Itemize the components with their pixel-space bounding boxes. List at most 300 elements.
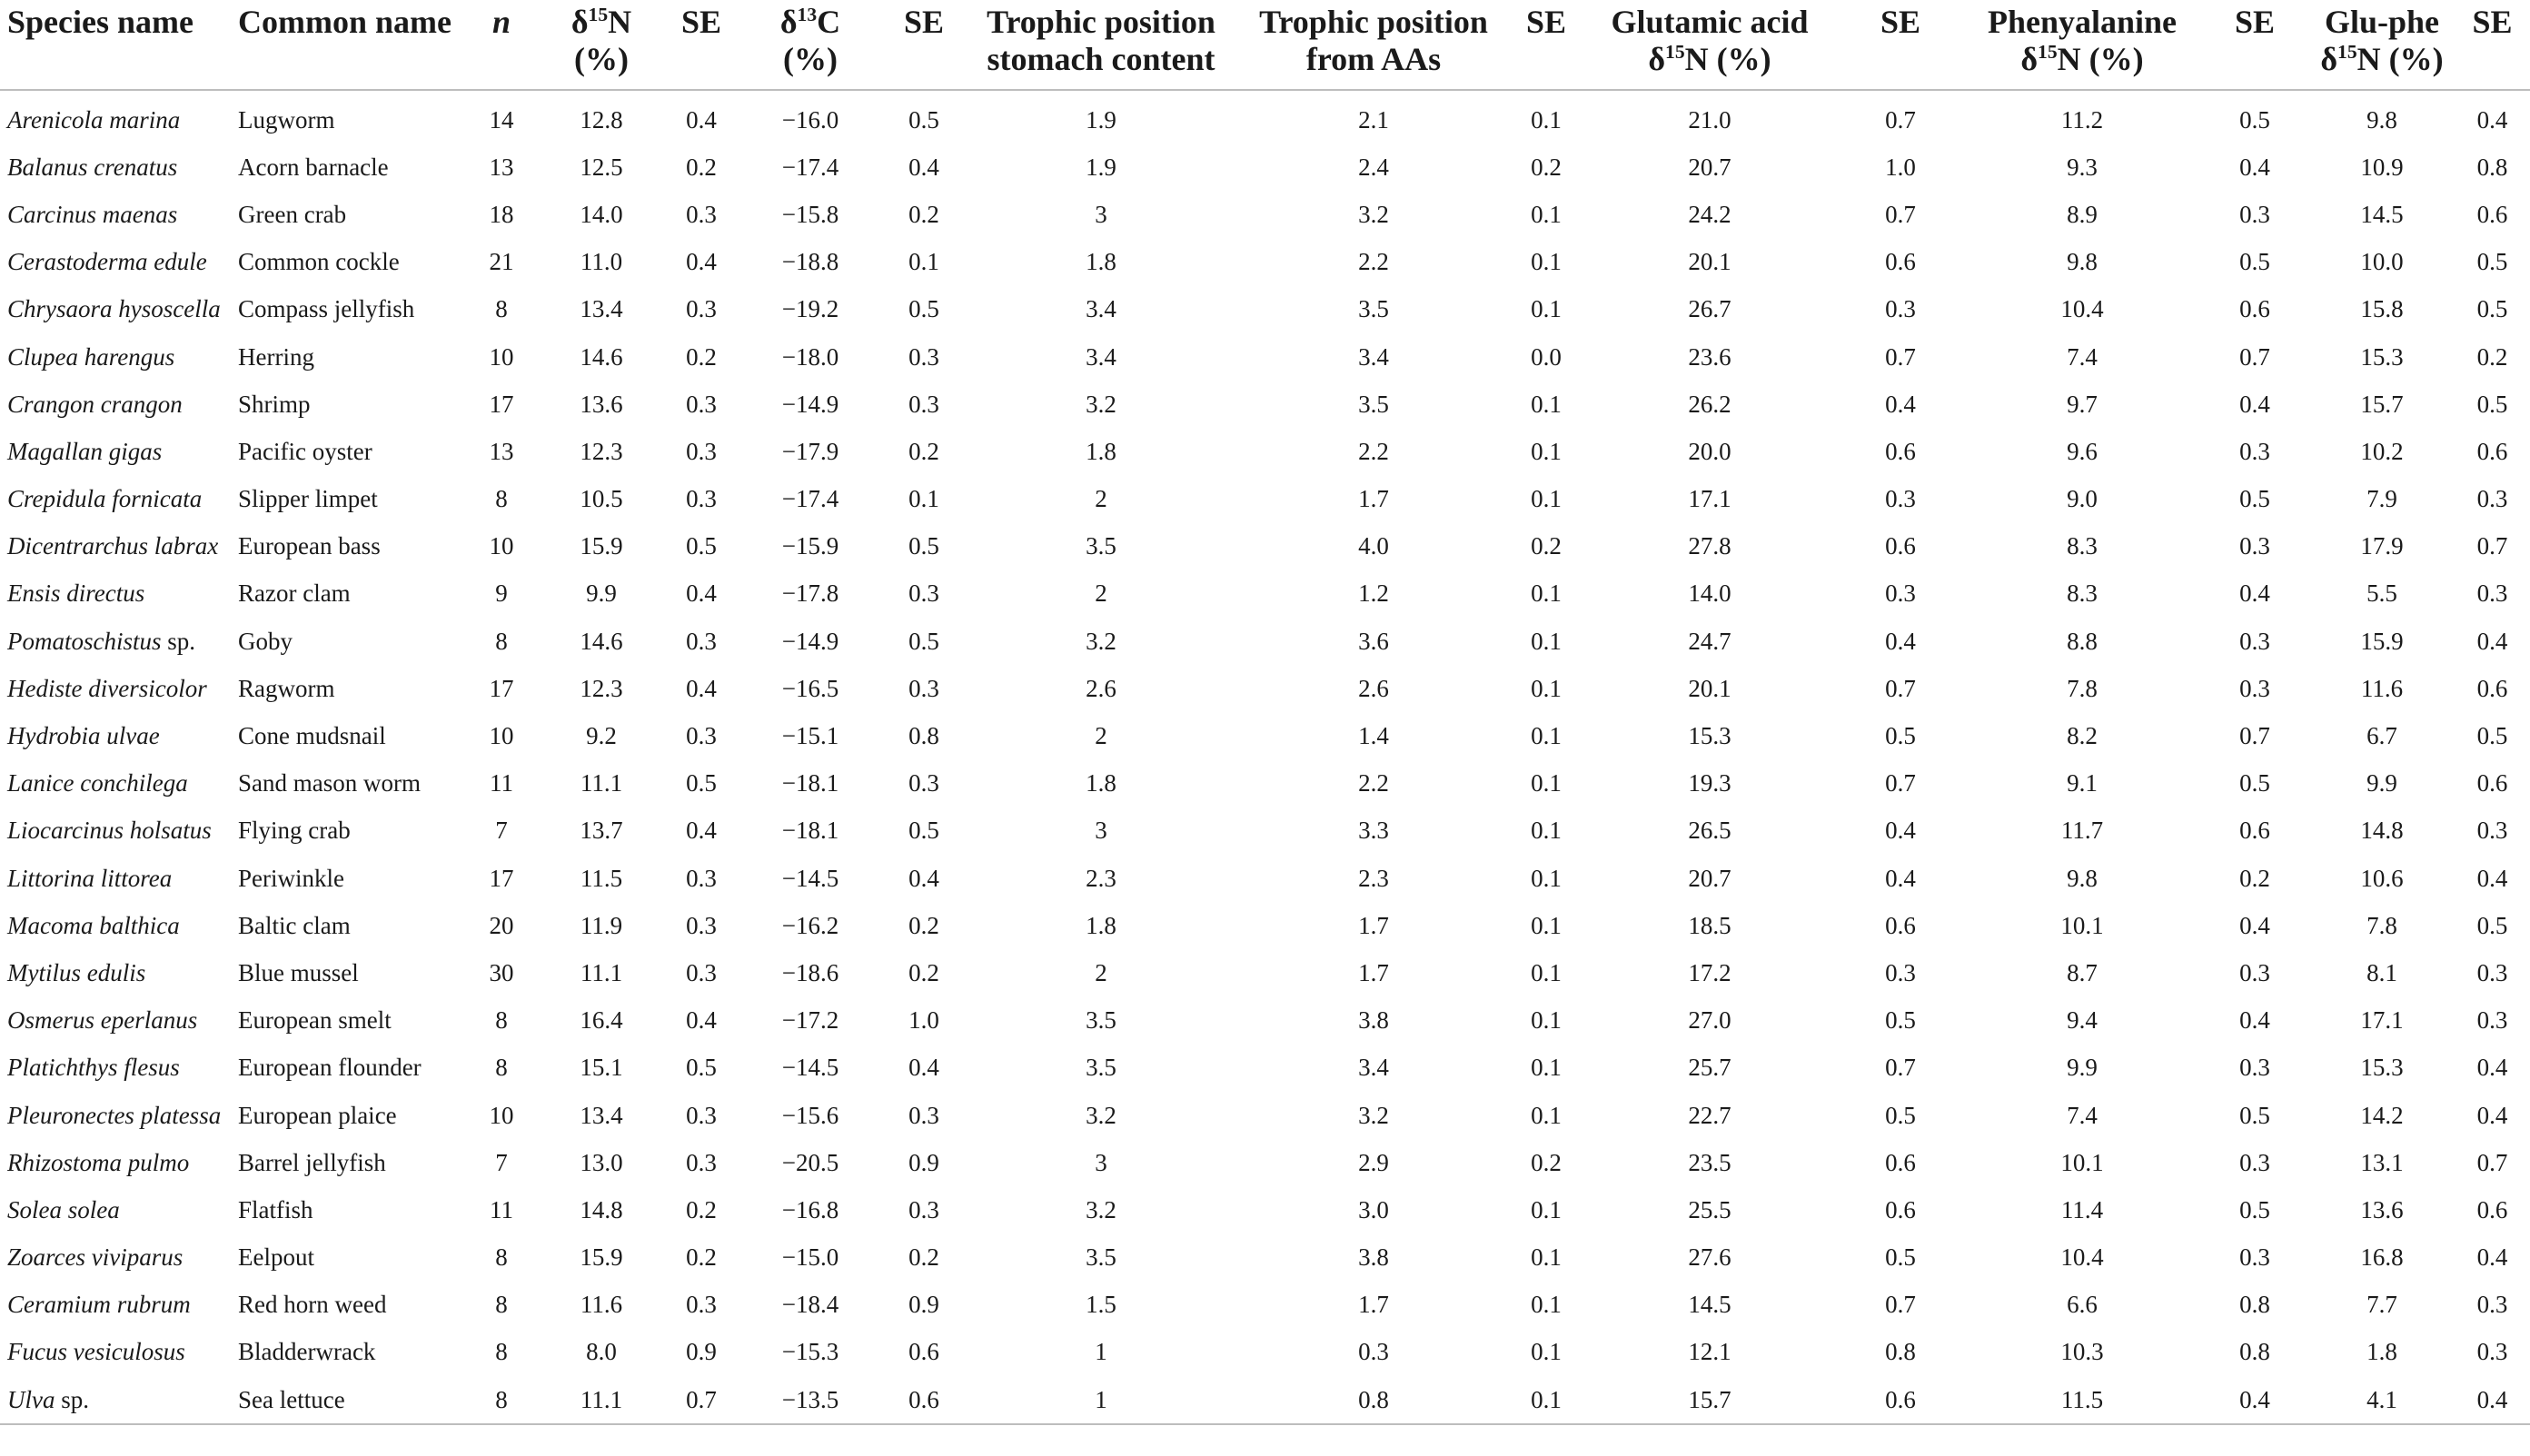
n-cell: 10 bbox=[489, 532, 514, 560]
trophic-aa-cell: 2.2 bbox=[1358, 769, 1389, 797]
se-d15n-cell: 0.4 bbox=[686, 105, 717, 134]
species-name: Mytilus edulis bbox=[7, 958, 146, 986]
trophic-aa-cell: 2.2 bbox=[1358, 437, 1389, 465]
trophic-stomach-cell: 1.8 bbox=[1086, 769, 1116, 797]
d13c-cell: −20.5 bbox=[781, 1148, 839, 1176]
se-d15n-cell: 0.9 bbox=[686, 1338, 717, 1366]
species-name-cell bbox=[0, 712, 238, 759]
species-name-cell bbox=[0, 1376, 238, 1424]
n-cell: 11 bbox=[490, 1195, 513, 1223]
se-glu-cell: 0.4 bbox=[1885, 864, 1916, 892]
header-se-d15n: SE bbox=[665, 0, 738, 90]
se-d13c-cell: 1.0 bbox=[908, 1006, 939, 1035]
common-name-cell: Razor clam bbox=[238, 579, 351, 608]
se-phe-cell: 0.3 bbox=[2239, 532, 2270, 560]
se-d15n-cell: 0.3 bbox=[686, 485, 717, 513]
phenyalanine-cell: 8.9 bbox=[2067, 200, 2098, 228]
se-d13c-cell: 0.3 bbox=[908, 1101, 939, 1129]
d13c-cell: −14.5 bbox=[781, 864, 839, 892]
se-gluphe-cell: 0.3 bbox=[2476, 579, 2508, 608]
n-cell: 17 bbox=[489, 864, 514, 892]
d15n-cell: 8.0 bbox=[586, 1338, 617, 1366]
phenyalanine-cell: 8.8 bbox=[2067, 627, 2098, 655]
se-glu-cell: 0.4 bbox=[1885, 390, 1916, 418]
table-row bbox=[0, 665, 2530, 712]
trophic-aa-cell: 3.0 bbox=[1358, 1195, 1389, 1223]
common-name-cell: Acorn barnacle bbox=[238, 153, 389, 181]
phenyalanine-cell: 11.2 bbox=[2060, 105, 2104, 134]
glutamic-acid-cell: 23.6 bbox=[1688, 342, 1731, 371]
se-gluphe-cell: 0.4 bbox=[2455, 1376, 2530, 1424]
common-name-cell: Bladderwrack bbox=[238, 1338, 376, 1366]
se-phe-cell: 0.4 bbox=[2239, 579, 2270, 608]
se-phe-cell: 0.4 bbox=[2239, 911, 2270, 939]
n-cell: 17 bbox=[489, 390, 514, 418]
header-species-name: Species name bbox=[0, 0, 238, 90]
se-trophic-cell: 0.1 bbox=[1531, 437, 1562, 465]
se-trophic-cell: 0.1 bbox=[1531, 627, 1562, 655]
d13c-cell: −14.9 bbox=[781, 627, 839, 655]
se-trophic-cell: 0.1 bbox=[1531, 864, 1562, 892]
d15n-cell: 9.9 bbox=[586, 579, 617, 608]
n-cell: 8 bbox=[495, 1338, 508, 1366]
glu-phe-cell: 10.0 bbox=[2360, 248, 2404, 276]
common-name-cell: Common cockle bbox=[238, 248, 400, 276]
phenyalanine-cell: 9.3 bbox=[2067, 153, 2098, 181]
d13c-cell: −15.9 bbox=[781, 532, 839, 560]
table-row bbox=[0, 333, 2530, 381]
table-row bbox=[0, 523, 2530, 570]
common-name-cell: Goby bbox=[238, 627, 293, 655]
glutamic-acid-cell: 21.0 bbox=[1688, 105, 1731, 134]
species-name: Clupea harengus bbox=[7, 342, 175, 371]
d13c-cell: −17.4 bbox=[781, 153, 839, 181]
species-name-cell bbox=[0, 144, 238, 191]
common-name-cell: Sea lettuce bbox=[238, 1376, 465, 1424]
table-row bbox=[0, 90, 2530, 144]
species-name-cell bbox=[0, 1139, 238, 1186]
table-row bbox=[0, 570, 2530, 618]
species-name-cell bbox=[0, 90, 238, 144]
se-phe-cell: 0.3 bbox=[2239, 200, 2270, 228]
glutamic-acid-cell: 15.3 bbox=[1688, 722, 1731, 750]
se-d13c-cell: 0.5 bbox=[908, 627, 939, 655]
d13c-cell: −15.6 bbox=[781, 1101, 839, 1129]
d15n-cell: 14.0 bbox=[580, 200, 623, 228]
table-row bbox=[0, 191, 2530, 238]
phenyalanine-cell: 10.4 bbox=[2060, 295, 2104, 323]
se-d15n-cell: 0.3 bbox=[686, 1101, 717, 1129]
glu-phe-cell: 14.2 bbox=[2360, 1101, 2404, 1129]
d13c-cell: −18.0 bbox=[781, 342, 839, 371]
species-name-cell bbox=[0, 428, 238, 475]
se-gluphe-cell: 0.4 bbox=[2476, 105, 2508, 134]
d13c-cell: −17.4 bbox=[781, 485, 839, 513]
trophic-stomach-cell: 3.5 bbox=[1086, 1006, 1116, 1035]
phenyalanine-cell: 9.7 bbox=[2067, 390, 2098, 418]
species-name: Crangon crangon bbox=[7, 390, 183, 418]
table-row bbox=[0, 381, 2530, 428]
se-d15n-cell: 0.3 bbox=[686, 200, 717, 228]
glutamic-acid-cell: 27.8 bbox=[1688, 532, 1731, 560]
se-d15n-cell: 0.2 bbox=[686, 153, 717, 181]
species-name: Osmerus eperlanus bbox=[7, 1006, 198, 1035]
common-name-cell: Sand mason worm bbox=[238, 769, 421, 797]
trophic-stomach-cell: 1.8 bbox=[1086, 911, 1116, 939]
glutamic-acid-cell: 27.6 bbox=[1688, 1243, 1731, 1272]
se-phe-cell: 0.5 bbox=[2239, 769, 2270, 797]
se-d13c-cell: 0.5 bbox=[908, 105, 939, 134]
common-name-cell: European smelt bbox=[238, 1006, 392, 1035]
species-name: Ensis directus bbox=[7, 579, 145, 608]
common-name-cell: Shrimp bbox=[238, 390, 311, 418]
trophic-stomach-cell: 3.2 bbox=[1086, 390, 1116, 418]
species-name: Arenicola marina bbox=[7, 105, 181, 134]
se-gluphe-cell: 0.6 bbox=[2476, 1195, 2508, 1223]
se-d15n-cell: 0.4 bbox=[686, 674, 717, 702]
phenyalanine-cell: 8.3 bbox=[2067, 579, 2098, 608]
d13c-cell: −17.2 bbox=[781, 1006, 839, 1035]
common-name-cell: Blue mussel bbox=[238, 958, 359, 986]
d13c-cell: −16.0 bbox=[781, 105, 839, 134]
header-phenyalanine: Phenyalanine $\delta^{15}N$ (%) bbox=[1964, 0, 2200, 90]
se-d15n-cell: 0.3 bbox=[686, 911, 717, 939]
glutamic-acid-cell: 26.5 bbox=[1688, 817, 1731, 845]
glutamic-acid-cell: 20.1 bbox=[1688, 248, 1731, 276]
se-gluphe-cell: 0.6 bbox=[2476, 437, 2508, 465]
se-glu-cell: 0.5 bbox=[1885, 1243, 1916, 1272]
se-trophic-cell: 0.1 bbox=[1531, 1006, 1562, 1035]
se-d15n-cell: 0.3 bbox=[686, 390, 717, 418]
glutamic-acid-cell: 17.2 bbox=[1688, 958, 1731, 986]
phenyalanine-cell: 7.4 bbox=[2067, 1101, 2098, 1129]
se-gluphe-cell: 0.4 bbox=[2476, 864, 2508, 892]
se-d13c-cell: 0.5 bbox=[908, 817, 939, 845]
header-glutamic-acid: Glutamic acid $\delta^{15}N$ (%) bbox=[1582, 0, 1837, 90]
se-phe-cell: 0.3 bbox=[2239, 1054, 2270, 1082]
se-glu-cell: 0.3 bbox=[1885, 485, 1916, 513]
se-phe-cell: 0.5 bbox=[2239, 105, 2270, 134]
se-d13c-cell: 0.3 bbox=[908, 1195, 939, 1223]
trophic-aa-cell: 4.0 bbox=[1358, 532, 1389, 560]
trophic-stomach-cell: 1 bbox=[965, 1376, 1237, 1424]
header-glu-phe: Glu-phe $\delta^{15}N$ (%) bbox=[2309, 0, 2455, 90]
trophic-stomach-cell: 2 bbox=[1095, 579, 1107, 608]
se-gluphe-cell: 0.3 bbox=[2476, 1338, 2508, 1366]
se-phe-cell: 0.3 bbox=[2239, 627, 2270, 655]
se-phe-cell: 0.4 bbox=[2239, 1006, 2270, 1035]
se-d13c-cell: 0.6 bbox=[883, 1376, 965, 1424]
common-name-cell: Pacific oyster bbox=[238, 437, 372, 465]
species-name-cell bbox=[0, 286, 238, 333]
d15n-cell: 12.8 bbox=[580, 105, 623, 134]
phenyalanine-cell: 10.1 bbox=[2060, 911, 2104, 939]
trophic-aa-cell: 3.8 bbox=[1358, 1006, 1389, 1035]
d13c-cell: −14.9 bbox=[781, 390, 839, 418]
header-trophic-aa: Trophic position from AAs bbox=[1237, 0, 1510, 90]
se-trophic-cell: 0.1 bbox=[1531, 722, 1562, 750]
phenyalanine-cell: 9.9 bbox=[2067, 1054, 2098, 1082]
se-gluphe-cell: 0.8 bbox=[2476, 153, 2508, 181]
glu-phe-cell: 1.8 bbox=[2366, 1338, 2397, 1366]
se-d15n-cell: 0.4 bbox=[686, 1006, 717, 1035]
se-glu-cell: 0.4 bbox=[1885, 817, 1916, 845]
header-se-glu: SE bbox=[1837, 0, 1964, 90]
trophic-aa-cell: 0.3 bbox=[1358, 1338, 1389, 1366]
se-gluphe-cell: 0.5 bbox=[2476, 295, 2508, 323]
se-glu-cell: 0.5 bbox=[1885, 1006, 1916, 1035]
trophic-stomach-cell: 3 bbox=[1095, 817, 1107, 845]
se-d13c-cell: 0.3 bbox=[908, 579, 939, 608]
table-body bbox=[0, 90, 2530, 1424]
d13c-cell: −19.2 bbox=[781, 295, 839, 323]
se-d15n-cell: 0.7 bbox=[665, 1376, 738, 1424]
species-name: Cerastoderma edule bbox=[7, 248, 207, 276]
trophic-aa-cell: 3.8 bbox=[1358, 1243, 1389, 1272]
table-row bbox=[0, 476, 2530, 523]
header-d15n: $\delta^{15}N$ (%) bbox=[538, 0, 665, 90]
species-name-cell bbox=[0, 476, 238, 523]
common-name-cell: European flounder bbox=[238, 1054, 422, 1082]
species-name-cell bbox=[0, 618, 238, 665]
se-d13c-cell: 0.2 bbox=[908, 958, 939, 986]
d13c-cell: −15.3 bbox=[781, 1338, 839, 1366]
glu-phe-cell: 10.2 bbox=[2360, 437, 2404, 465]
se-trophic-cell: 0.1 bbox=[1531, 1101, 1562, 1129]
glutamic-acid-cell: 24.7 bbox=[1688, 627, 1731, 655]
glu-phe-cell: 7.9 bbox=[2366, 485, 2397, 513]
d15n-cell: 15.9 bbox=[580, 1243, 623, 1272]
trophic-aa-cell: 2.6 bbox=[1358, 674, 1389, 702]
species-name: Rhizostoma pulmo bbox=[7, 1148, 190, 1176]
n-cell: 14 bbox=[489, 105, 514, 134]
phenyalanine-cell: 7.4 bbox=[2067, 342, 2098, 371]
header-se-gluphe: SE bbox=[2455, 0, 2530, 90]
se-d13c-cell: 0.1 bbox=[908, 248, 939, 276]
species-name-cell bbox=[0, 949, 238, 996]
phenyalanine-cell: 10.3 bbox=[2060, 1338, 2104, 1366]
glutamic-acid-cell: 22.7 bbox=[1688, 1101, 1731, 1129]
se-trophic-cell: 0.0 bbox=[1531, 342, 1562, 371]
trophic-aa-cell: 1.7 bbox=[1358, 958, 1389, 986]
species-name: Magallan gigas bbox=[7, 437, 163, 465]
se-d13c-cell: 0.1 bbox=[908, 485, 939, 513]
se-phe-cell: 0.7 bbox=[2239, 722, 2270, 750]
trophic-stomach-cell: 1.8 bbox=[1086, 248, 1116, 276]
d13c-cell: −16.8 bbox=[781, 1195, 839, 1223]
trophic-stomach-cell: 2 bbox=[1095, 722, 1107, 750]
header-n: n bbox=[465, 0, 538, 90]
n-cell: 7 bbox=[495, 1148, 508, 1176]
d13c-cell: −15.8 bbox=[781, 200, 839, 228]
se-phe-cell: 0.2 bbox=[2239, 864, 2270, 892]
glutamic-acid-cell: 17.1 bbox=[1688, 485, 1731, 513]
se-gluphe-cell: 0.4 bbox=[2476, 1243, 2508, 1272]
se-gluphe-cell: 0.4 bbox=[2476, 1101, 2508, 1129]
species-name-cell bbox=[0, 997, 238, 1045]
table-row bbox=[0, 1186, 2530, 1233]
table-row bbox=[0, 1234, 2530, 1282]
phenyalanine-cell: 9.1 bbox=[2067, 769, 2098, 797]
glu-phe-cell: 7.7 bbox=[2366, 1291, 2397, 1319]
species-suffix: sp. bbox=[161, 627, 196, 655]
glu-phe-cell: 15.7 bbox=[2360, 390, 2404, 418]
se-glu-cell: 0.7 bbox=[1885, 674, 1916, 702]
d15n-cell: 11.1 bbox=[538, 1376, 665, 1424]
species-name: Ceramium rubrum bbox=[7, 1291, 191, 1319]
trophic-aa-cell: 3.2 bbox=[1358, 1101, 1389, 1129]
trophic-stomach-cell: 3.5 bbox=[1086, 1054, 1116, 1082]
species-name-cell bbox=[0, 760, 238, 807]
n-cell: 21 bbox=[489, 248, 514, 276]
species-name: Fucus vesiculosus bbox=[7, 1338, 185, 1366]
se-d15n-cell: 0.3 bbox=[686, 1148, 717, 1176]
d15n-cell: 12.5 bbox=[580, 153, 623, 181]
species-name-cell bbox=[0, 855, 238, 902]
d15n-cell: 12.3 bbox=[580, 437, 623, 465]
trophic-aa-cell: 1.7 bbox=[1358, 1291, 1389, 1319]
d15n-cell: 11.1 bbox=[580, 958, 623, 986]
glu-phe-cell: 14.8 bbox=[2360, 817, 2404, 845]
se-phe-cell: 0.3 bbox=[2239, 1243, 2270, 1272]
se-d15n-cell: 0.3 bbox=[686, 1291, 717, 1319]
trophic-stomach-cell: 1.8 bbox=[1086, 437, 1116, 465]
trophic-stomach-cell: 3.4 bbox=[1086, 295, 1116, 323]
species-name-cell bbox=[0, 665, 238, 712]
n-cell: 18 bbox=[489, 200, 514, 228]
trophic-aa-cell: 3.5 bbox=[1358, 295, 1389, 323]
glutamic-acid-cell: 19.3 bbox=[1688, 769, 1731, 797]
d15n-cell: 14.6 bbox=[580, 627, 623, 655]
glu-phe-cell: 5.5 bbox=[2366, 579, 2397, 608]
glutamic-acid-cell: 27.0 bbox=[1688, 1006, 1731, 1035]
glu-phe-cell: 10.6 bbox=[2360, 864, 2404, 892]
se-glu-cell: 0.6 bbox=[1885, 248, 1916, 276]
glu-phe-cell: 6.7 bbox=[2366, 722, 2397, 750]
se-d15n-cell: 0.2 bbox=[686, 342, 717, 371]
se-trophic-cell: 0.1 bbox=[1531, 674, 1562, 702]
se-d13c-cell: 0.3 bbox=[908, 769, 939, 797]
table-row bbox=[0, 428, 2530, 475]
common-name-cell: Eelpout bbox=[238, 1243, 314, 1272]
se-d15n-cell: 0.4 bbox=[686, 817, 717, 845]
trophic-stomach-cell: 3.2 bbox=[1086, 1101, 1116, 1129]
glutamic-acid-cell: 20.7 bbox=[1688, 864, 1731, 892]
glutamic-acid-cell: 18.5 bbox=[1688, 911, 1731, 939]
glu-phe-cell: 9.8 bbox=[2366, 105, 2397, 134]
phenyalanine-cell: 10.1 bbox=[2060, 1148, 2104, 1176]
se-d15n-cell: 0.5 bbox=[686, 1054, 717, 1082]
d13c-cell: −17.9 bbox=[781, 437, 839, 465]
trophic-aa-cell: 2.9 bbox=[1358, 1148, 1389, 1176]
glutamic-acid-cell: 25.7 bbox=[1688, 1054, 1731, 1082]
se-gluphe-cell: 0.3 bbox=[2476, 1006, 2508, 1035]
se-trophic-cell: 0.2 bbox=[1531, 1148, 1562, 1176]
se-glu-cell: 0.8 bbox=[1885, 1338, 1916, 1366]
n-cell: 8 bbox=[495, 1006, 508, 1035]
glutamic-acid-cell: 12.1 bbox=[1688, 1338, 1731, 1366]
phenyalanine-cell: 8.3 bbox=[2067, 532, 2098, 560]
trophic-aa-cell: 2.2 bbox=[1358, 248, 1389, 276]
se-trophic-cell: 0.2 bbox=[1531, 532, 1562, 560]
trophic-aa-cell: 1.2 bbox=[1358, 579, 1389, 608]
se-trophic-cell: 0.1 bbox=[1531, 958, 1562, 986]
n-cell: 8 bbox=[495, 295, 508, 323]
se-phe-cell: 0.3 bbox=[2239, 958, 2270, 986]
n-cell: 8 bbox=[465, 1376, 538, 1424]
se-phe-cell: 0.3 bbox=[2239, 674, 2270, 702]
se-d15n-cell: 0.3 bbox=[686, 295, 717, 323]
glu-phe-cell: 15.8 bbox=[2360, 295, 2404, 323]
table-header bbox=[0, 0, 2530, 90]
se-trophic-cell: 0.1 bbox=[1531, 1243, 1562, 1272]
species-name-cell bbox=[0, 570, 238, 618]
d15n-cell: 11.6 bbox=[580, 1291, 623, 1319]
phenyalanine-cell: 6.6 bbox=[2067, 1291, 2098, 1319]
trophic-stomach-cell: 3.5 bbox=[1086, 1243, 1116, 1272]
se-glu-cell: 0.5 bbox=[1885, 1101, 1916, 1129]
se-trophic-cell: 0.1 bbox=[1531, 295, 1562, 323]
common-name-cell: Lugworm bbox=[238, 105, 335, 134]
d13c-cell: −16.2 bbox=[781, 911, 839, 939]
d15n-cell: 14.6 bbox=[580, 342, 623, 371]
phenyalanine-cell: 8.2 bbox=[2067, 722, 2098, 750]
glutamic-acid-cell: 26.7 bbox=[1688, 295, 1731, 323]
species-name-cell bbox=[0, 902, 238, 949]
n-cell: 8 bbox=[495, 627, 508, 655]
species-name-cell bbox=[0, 381, 238, 428]
species-name-cell bbox=[0, 1186, 238, 1233]
se-gluphe-cell: 0.7 bbox=[2476, 532, 2508, 560]
header-row bbox=[0, 0, 2530, 90]
se-trophic-cell: 0.1 bbox=[1531, 390, 1562, 418]
phenyalanine-cell: 7.8 bbox=[2067, 674, 2098, 702]
trophic-aa-cell: 2.1 bbox=[1358, 105, 1389, 134]
n-cell: 8 bbox=[495, 485, 508, 513]
header-common-name: Common name bbox=[238, 0, 465, 90]
se-trophic-cell: 0.1 bbox=[1531, 1054, 1562, 1082]
se-trophic-cell: 0.1 bbox=[1531, 485, 1562, 513]
table-row bbox=[0, 760, 2530, 807]
species-name: Littorina littorea bbox=[7, 864, 173, 892]
glutamic-acid-cell: 24.2 bbox=[1688, 200, 1731, 228]
d15n-cell: 13.0 bbox=[580, 1148, 623, 1176]
glu-phe-cell: 8.1 bbox=[2366, 958, 2397, 986]
table-row bbox=[0, 949, 2530, 996]
se-gluphe-cell: 0.4 bbox=[2476, 627, 2508, 655]
species-name: Chrysaora hysoscella bbox=[7, 295, 221, 323]
trophic-aa-cell: 3.2 bbox=[1358, 200, 1389, 228]
d13c-cell: −16.5 bbox=[781, 674, 839, 702]
species-name: Ulva bbox=[7, 1385, 55, 1413]
d15n-cell: 13.7 bbox=[580, 817, 623, 845]
d15n-cell: 15.9 bbox=[580, 532, 623, 560]
glutamic-acid-cell: 23.5 bbox=[1688, 1148, 1731, 1176]
d13c-cell: −13.5 bbox=[738, 1376, 883, 1424]
species-name: Macoma balthica bbox=[7, 911, 180, 939]
glutamic-acid-cell: 20.7 bbox=[1688, 153, 1731, 181]
species-name: Balanus crenatus bbox=[7, 153, 178, 181]
glu-phe-cell: 10.9 bbox=[2360, 153, 2404, 181]
d13c-cell: −17.8 bbox=[781, 579, 839, 608]
se-phe-cell: 0.4 bbox=[2239, 153, 2270, 181]
n-cell: 17 bbox=[489, 674, 514, 702]
d15n-cell: 11.9 bbox=[580, 911, 623, 939]
se-glu-cell: 0.7 bbox=[1885, 200, 1916, 228]
n-cell: 13 bbox=[489, 437, 514, 465]
se-phe-cell: 0.8 bbox=[2239, 1291, 2270, 1319]
trophic-aa-cell: 3.3 bbox=[1358, 817, 1389, 845]
